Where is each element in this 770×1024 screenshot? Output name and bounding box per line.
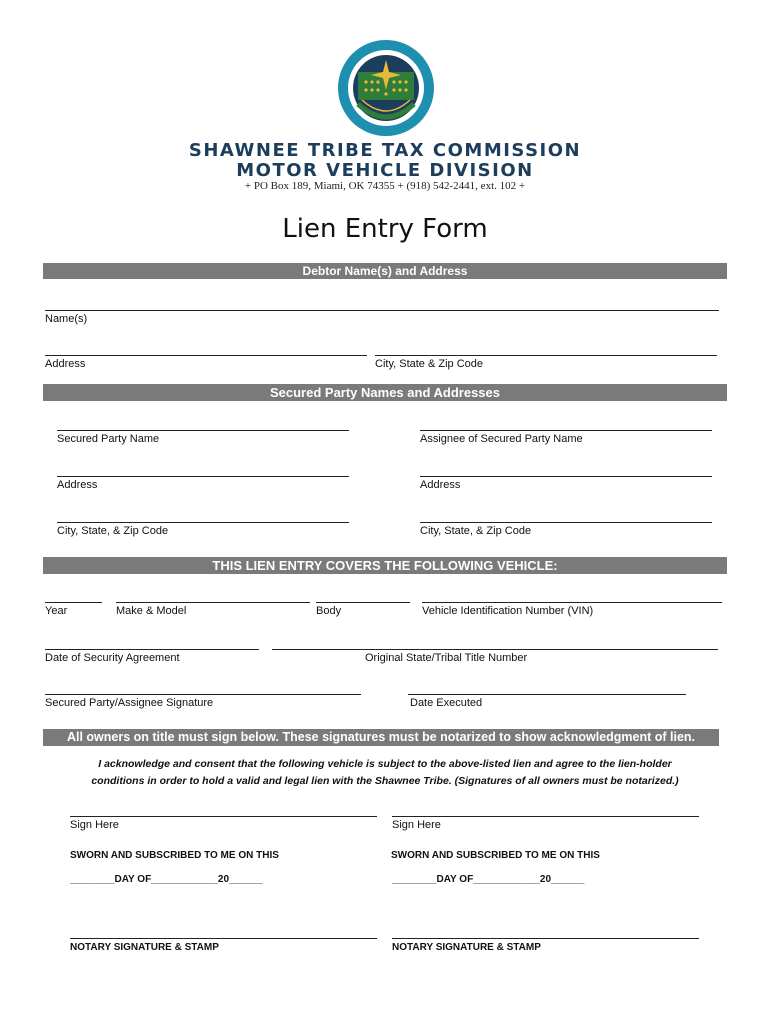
consent-statement <box>50 756 720 790</box>
consent-line-1: I acknowledge and consent that the following vehicle is subject to the above-listed lien and agree to the lien-holder <box>98 758 672 770</box>
secured-party-signature-field[interactable] <box>45 694 361 695</box>
debtor-city-field[interactable] <box>375 355 717 356</box>
debtor-names-field[interactable] <box>45 310 719 311</box>
sworn-right-label: SWORN AND SUBSCRIBED TO ME ON THIS <box>391 850 600 861</box>
org-title-line2: MOTOR VEHICLE DIVISION <box>236 160 534 181</box>
assignee-name-label: Assignee of Secured Party Name <box>420 433 583 445</box>
date-security-agreement-field[interactable] <box>45 649 259 650</box>
notary-signature-right-field[interactable] <box>392 938 699 939</box>
secured-party-signature-label: Secured Party/Assignee Signature <box>45 697 214 709</box>
original-title-number-field[interactable] <box>272 649 718 650</box>
make-model-label: Make & Model <box>116 605 187 617</box>
assignee-address-field[interactable] <box>420 476 712 477</box>
secured-party-name-field[interactable] <box>57 430 349 431</box>
secured-address-field[interactable] <box>57 476 349 477</box>
notary-signature-left-field[interactable] <box>70 938 377 939</box>
original-title-number-label: Original State/Tribal Title Number <box>365 652 528 664</box>
date-security-agreement-label: Date of Security Agreement <box>45 652 180 664</box>
date-executed-label: Date Executed <box>410 697 483 709</box>
debtor-address-label: Address <box>45 358 86 370</box>
sign-here-right-label: Sign Here <box>392 819 441 831</box>
vehicle-section-heading: THIS LIEN ENTRY COVERS THE FOLLOWING VEHICLE: <box>43 557 727 574</box>
notary-date-right[interactable]: ________DAY OF____________20______ <box>392 874 585 885</box>
secured-section-heading: Secured Party Names and Addresses <box>43 384 727 401</box>
consent-line-2: conditions in order to hold a valid and legal lien with the Shawnee Tribe. (Signatures of all owners must be notarized.) <box>91 775 679 787</box>
secured-party-name-label: Secured Party Name <box>57 433 160 445</box>
notary-left-label: NOTARY SIGNATURE & STAMP <box>70 942 219 953</box>
org-address: + PO Box 189, Miami, OK 74355 + (918) 542-2441, ext. 102 + <box>244 180 526 192</box>
secured-city-field[interactable] <box>57 522 349 523</box>
sign-here-left-label: Sign Here <box>70 819 119 831</box>
make-model-field[interactable] <box>116 602 310 603</box>
secured-address-label: Address <box>57 479 98 491</box>
sworn-left-label: SWORN AND SUBSCRIBED TO ME ON THIS <box>70 850 279 861</box>
assignee-city-field[interactable] <box>420 522 712 523</box>
owners-section-heading: All owners on title must sign below. These signatures must be notarized to show acknowledgment of lien. <box>43 729 719 746</box>
assignee-name-field[interactable] <box>420 430 712 431</box>
org-title-line1: SHAWNEE TRIBE TAX COMMISSION <box>188 140 582 161</box>
owner-signature-right-field[interactable] <box>392 816 699 817</box>
body-field[interactable] <box>316 602 410 603</box>
assignee-city-label: City, State, & Zip Code <box>420 525 532 537</box>
vin-field[interactable] <box>422 602 722 603</box>
form-title: Lien Entry Form <box>282 214 488 244</box>
owner-signature-left-field[interactable] <box>70 816 377 817</box>
notary-date-left[interactable]: ________DAY OF____________20______ <box>70 874 263 885</box>
debtor-city-label: City, State & Zip Code <box>375 358 484 370</box>
year-label: Year <box>45 605 68 617</box>
debtor-names-label: Name(s) <box>45 313 88 325</box>
assignee-address-label: Address <box>420 479 461 491</box>
date-executed-field[interactable] <box>408 694 686 695</box>
year-field[interactable] <box>45 602 102 603</box>
debtor-section-heading: Debtor Name(s) and Address <box>43 263 727 279</box>
shawnee-tribe-seal <box>336 38 436 138</box>
secured-city-label: City, State, & Zip Code <box>57 525 169 537</box>
notary-right-label: NOTARY SIGNATURE & STAMP <box>392 942 541 953</box>
vin-label: Vehicle Identification Number (VIN) <box>422 605 594 617</box>
debtor-address-field[interactable] <box>45 355 367 356</box>
body-label: Body <box>316 605 342 617</box>
